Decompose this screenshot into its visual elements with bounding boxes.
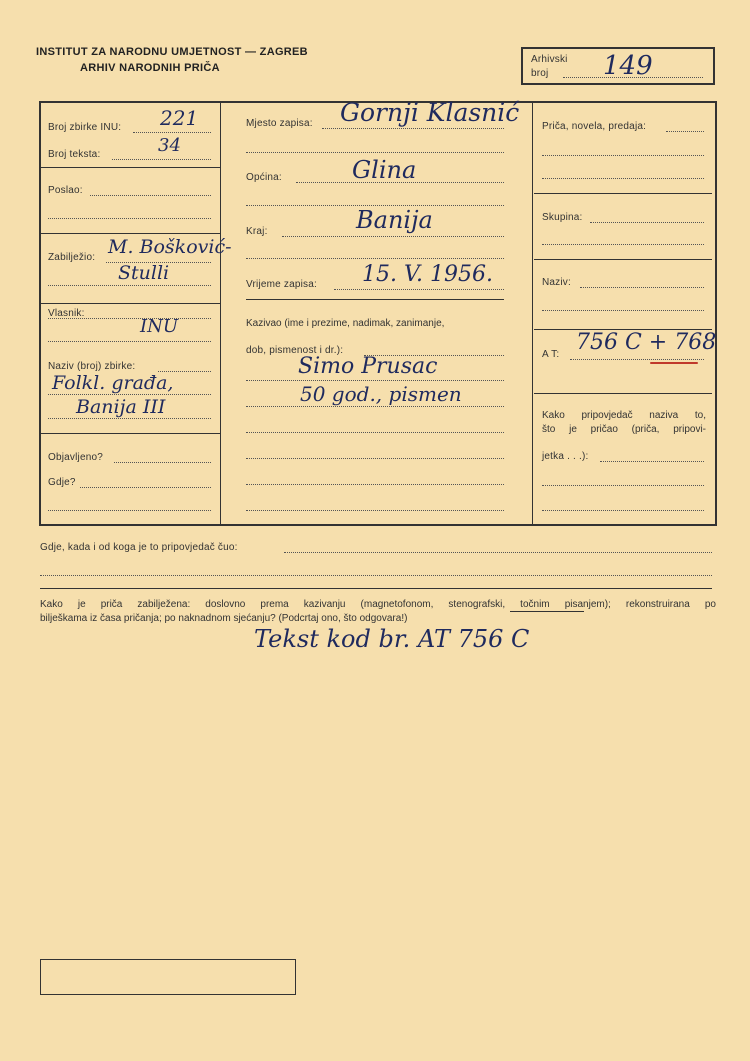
kraj-value: Banija [356, 206, 433, 234]
vrijeme-label: Vrijeme zapisa: [246, 279, 317, 290]
kazivao-label-1: Kazivao (ime i prezime, nadimak, zanimanje, [246, 318, 445, 329]
prica-label: Priča, novela, predaja: [542, 121, 647, 132]
poslao-label: Poslao: [48, 185, 83, 196]
archive-number-value: 149 [603, 51, 653, 81]
kako-zabiljezena-2: bilješkama iz časa pričanja; po naknadnom sjećanju? (Podcrtaj ono, što odgovara!) [40, 613, 408, 624]
archive-label-1: Arhivski [531, 54, 568, 65]
zabiljezio-value-2: Stulli [118, 262, 170, 284]
naziv-label: Naziv: [542, 277, 571, 288]
kazivao-value-1: Simo Prusac [298, 354, 438, 379]
opcina-value: Glina [352, 156, 417, 184]
tocnim-underline [510, 611, 584, 612]
col-divider-left [220, 101, 221, 524]
skupina-label: Skupina: [542, 212, 583, 223]
archive-number-box [521, 47, 715, 85]
broj-teksta-value: 34 [158, 135, 181, 156]
tekst-note: Tekst kod br. AT 756 C [254, 625, 530, 653]
kraj-label: Kraj: [246, 226, 268, 237]
vlasnik-value: INU [140, 316, 179, 337]
vlasnik-label: Vlasnik: [48, 308, 85, 319]
mjesto-label: Mjesto zapisa: [246, 118, 313, 129]
broj-zbirke-label: Broj zbirke INU: [48, 122, 122, 133]
kako-label-3: jetka . . .): [542, 451, 589, 462]
archive-label-2: broj [531, 68, 549, 79]
bottom-stamp-box [40, 959, 296, 995]
mjesto-value: Gornji Klasnić [340, 98, 520, 127]
zabiljezio-label: Zabilježio: [48, 252, 96, 263]
at-value: 756 C + 768 [576, 330, 717, 355]
kazivao-label-2: dob, pismenost i dr.): [246, 345, 344, 356]
institute-title: INSTITUT ZA NARODNU UMJETNOST — ZAGREB [36, 46, 308, 58]
broj-zbirke-value: 221 [160, 106, 199, 130]
naziv-zbirke-label: Naziv (broj) zbirke: [48, 361, 136, 372]
kazivao-value-2: 50 god., pismen [300, 382, 462, 406]
col-divider-right [532, 101, 533, 524]
opcina-label: Općina: [246, 172, 282, 183]
naziv-zbirke-value-2: Banija III [76, 396, 166, 418]
naziv-zbirke-value-1: Folkl. građa, [52, 372, 174, 394]
vrijeme-value: 15. V. 1956. [362, 262, 493, 287]
red-underline [650, 362, 698, 364]
kako-label-2: što je pričao (priča, pripovi- [542, 424, 706, 435]
archive-title: ARHIV NARODNIH PRIČA [80, 62, 220, 74]
at-label: A T: [542, 349, 560, 360]
kako-label-1: Kako pripovjedač naziva to, [542, 410, 706, 421]
gdje-kada-label: Gdje, kada i od koga je to pripovjedač čuo: [40, 542, 238, 553]
objavljeno-label: Objavljeno? [48, 452, 104, 463]
broj-teksta-label: Broj teksta: [48, 149, 101, 160]
gdje-label: Gdje? [48, 477, 76, 488]
kako-zabiljezena-1: Kako je priča zabilježena: doslovno prema kazivanju (magnetofonom, stenografski, točnim pisanjem); rekonstruirana po [40, 599, 716, 610]
zabiljezio-value-1: M. Bošković- [108, 236, 232, 258]
